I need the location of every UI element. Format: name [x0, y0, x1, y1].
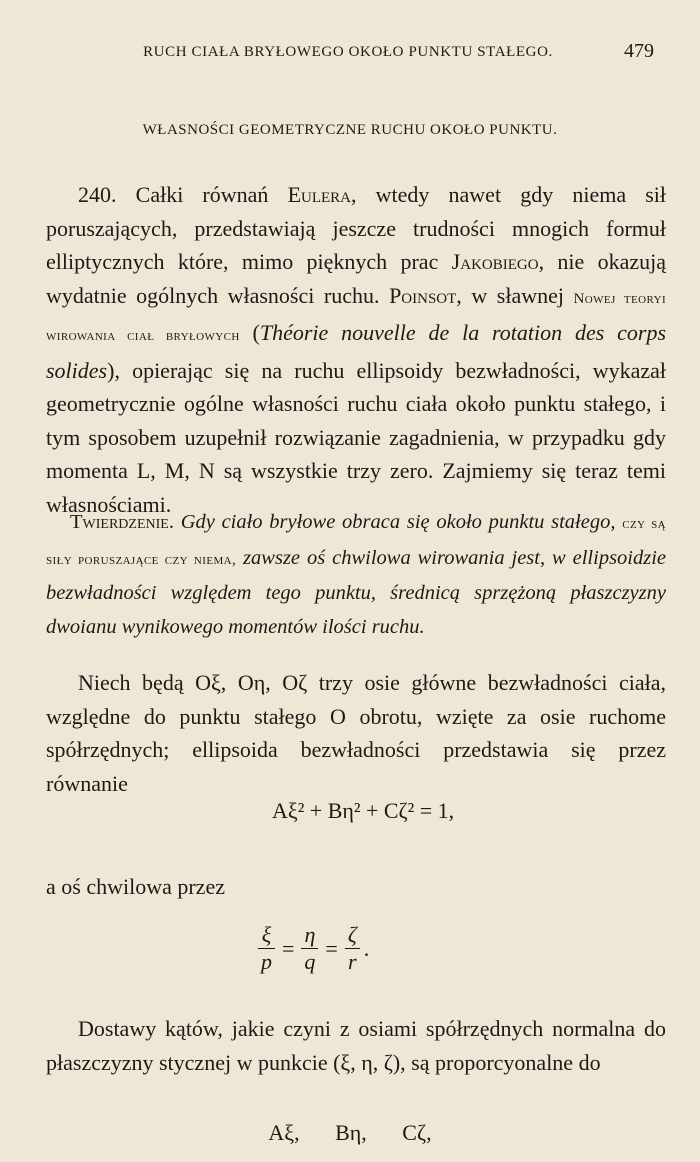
text: (	[252, 320, 260, 345]
section-title: WŁASNOŚCI GEOMETRYCZNE RUCHU OKOŁO PUNKTU.	[142, 122, 558, 138]
text: ), opierając się na ruchu ellipsoidy bezwładności, wykazał geometrycznie ogólne własności ruchu ciała około punktu stałego, i tym sposobem uzupełnił rozwiązanie zagadnienia, w przypadku gdy momenta L, M, N są wszystkie trzy zero. Zajmiemy się teraz temi własnościami.	[46, 357, 666, 517]
proportional-components: Aξ, Bη, Cζ,	[268, 1120, 432, 1145]
theorem-text: zawsze oś chwilowa wirowania jest, w ellipsoidzie bezwładności względem tego punktu, średnicą sprzężoną płaszczyzny dwoianu wynikowego momentów ilości ruchu.	[46, 546, 667, 638]
paragraph-number: 240.	[78, 182, 117, 207]
denominator: r	[345, 948, 360, 975]
numerator: ζ	[347, 922, 357, 947]
equals-sign: =	[325, 935, 338, 961]
paragraph-240	[46, 178, 666, 521]
french-title: Théorie nouvelle de la rotation des corps solides	[46, 320, 667, 383]
text: , wtedy nawet gdy niema sił poruszających, przedstawiają jeszcze trudności mnogich formuł elliptycznych które, mimo pięknych prac	[46, 182, 666, 274]
text: Całki równań	[135, 182, 269, 207]
ellipsoid-equation: Aξ² + Bη² + Cζ² = 1,	[272, 798, 455, 823]
paragraph-axes: Niech będą Oξ, Oη, Oζ trzy osie główne bezwładności ciała, względne do punktu stałego O obrotu, wzięte za osie ruchome spółrzędnych; ellipsoida bezwładności przedstawia się przez równanie	[46, 670, 666, 796]
fraction	[301, 922, 318, 975]
running-head: RUCH CIAŁA BRYŁOWEGO OKOŁO PUNKTU STAŁEGO.	[143, 44, 553, 60]
theorem-text: Gdy ciało bryłowe obraca się około punktu stałego,	[180, 511, 616, 533]
instantaneous-axis-equation	[254, 922, 369, 975]
paragraph-normal: Dostawy kątów, jakie czyni z osiami spółrzędnych normalna do płaszczyzny stycznej w punkcie (ξ, η, ζ), są proporcyonalne do	[46, 1016, 666, 1075]
fraction	[345, 922, 360, 975]
denominator: q	[301, 948, 318, 975]
theorem	[46, 506, 666, 644]
text: , nie okazują wydatnie ogólnych własności ruchu.	[46, 249, 666, 308]
text: , w sławnej	[456, 282, 564, 308]
work-title: Nowej teoryi wirowania ciał bryłowych	[46, 290, 667, 344]
name-poinsot: Poinsot	[389, 282, 457, 308]
fraction	[258, 922, 275, 975]
theorem-label: Twierdzenie.	[70, 511, 174, 533]
name-jakobi: Jakobiego	[451, 249, 539, 274]
numerator: ξ	[261, 922, 272, 947]
instantaneous-axis-intro: a oś chwilowa przez	[46, 874, 225, 899]
numerator: η	[304, 922, 316, 947]
theorem-text: czy są siły poruszające czy niema,	[46, 516, 667, 568]
denominator: p	[258, 948, 275, 975]
equals-sign: =	[282, 935, 295, 961]
period: .	[363, 935, 370, 961]
name-euler: Eulera	[287, 182, 351, 207]
page-number: 479	[624, 40, 654, 62]
